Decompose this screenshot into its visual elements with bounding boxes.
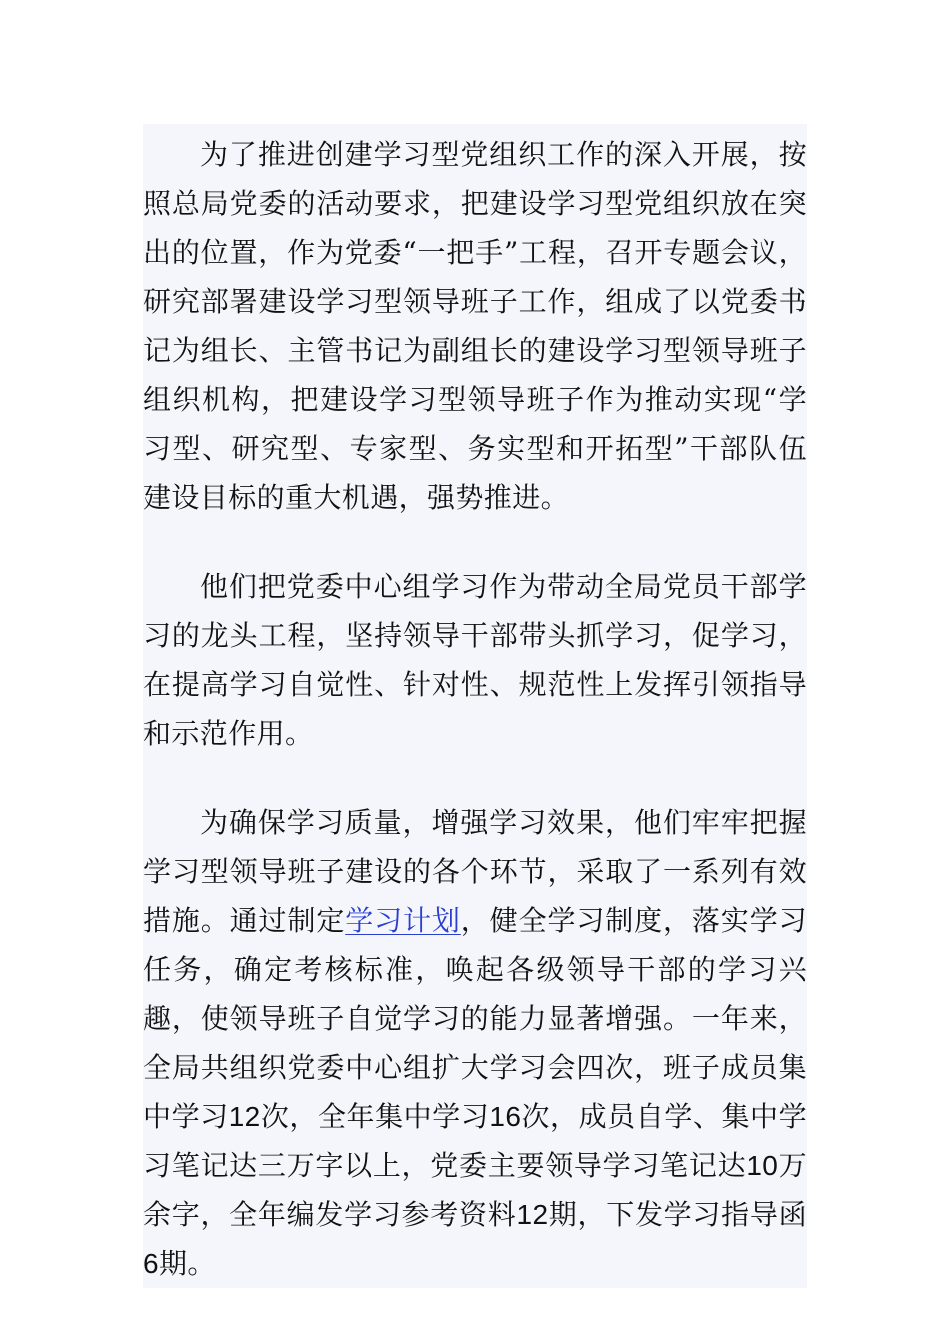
document-body xyxy=(143,124,807,1288)
paragraph-3-text-c: 次，全年集中学习 xyxy=(260,1100,490,1133)
count-reference-issues: 12 xyxy=(516,1199,549,1230)
paragraph-3-text-d: 次，成员自学、集中学习笔记达三万字以上，党委主要领导学习笔记达 xyxy=(143,1100,807,1182)
paragraph-3-text-g: 期。 xyxy=(158,1247,216,1280)
paragraph-3 xyxy=(143,798,807,1288)
paragraph-3-text-b: ，健全学习制度，落实学习任务，确定考核标准，唤起各级领导干部的学习兴趣，使领导班子自觉学习的能力显著增强。一年来，全局共组织党委中心组扩大学习会四次，班子成员集中学习 xyxy=(143,904,807,1133)
count-annual-study: 16 xyxy=(489,1101,522,1132)
study-plan-link[interactable]: 学习计划 xyxy=(345,904,461,937)
paragraph-3-text-a: 为确保学习质量，增强学习效果，他们牢牢把握学习型领导班子建设的各个环节，采取了一系列有效措施。通过制定 xyxy=(143,806,807,937)
paragraph-spacer xyxy=(143,522,807,562)
paragraph-3-text-f: 期，下发学习指导函 xyxy=(548,1198,807,1231)
count-notes-wan: 10 xyxy=(746,1150,779,1181)
paragraph-spacer xyxy=(143,758,807,798)
paragraph-1: 为了推进创建学习型党组织工作的深入开展，按照总局党委的活动要求，把建设学习型党组织放在突出的位置，作为党委“一把手”工程，召开专题会议，研究部署建设学习型领导班子工作，组成了以党委书记为组长、主管书记为副组长的建设学习型领导班子组织机构，把建设学习型领导班子作为推动实现“学习型、研究型、专家型、务实型和开拓型”干部队伍建设目标的重大机遇，强势推进。 xyxy=(143,138,807,514)
count-team-study: 12 xyxy=(228,1101,261,1132)
paragraph-2: 他们把党委中心组学习作为带动全局党员干部学习的龙头工程，坚持领导干部带头抓学习，促学习，在提高学习自觉性、针对性、规范性上发挥引领指导和示范作用。 xyxy=(143,570,807,750)
count-guidance-letters: 6 xyxy=(143,1248,159,1279)
paragraph-3-text-e: 万余字，全年编发学习参考资料 xyxy=(143,1149,807,1231)
